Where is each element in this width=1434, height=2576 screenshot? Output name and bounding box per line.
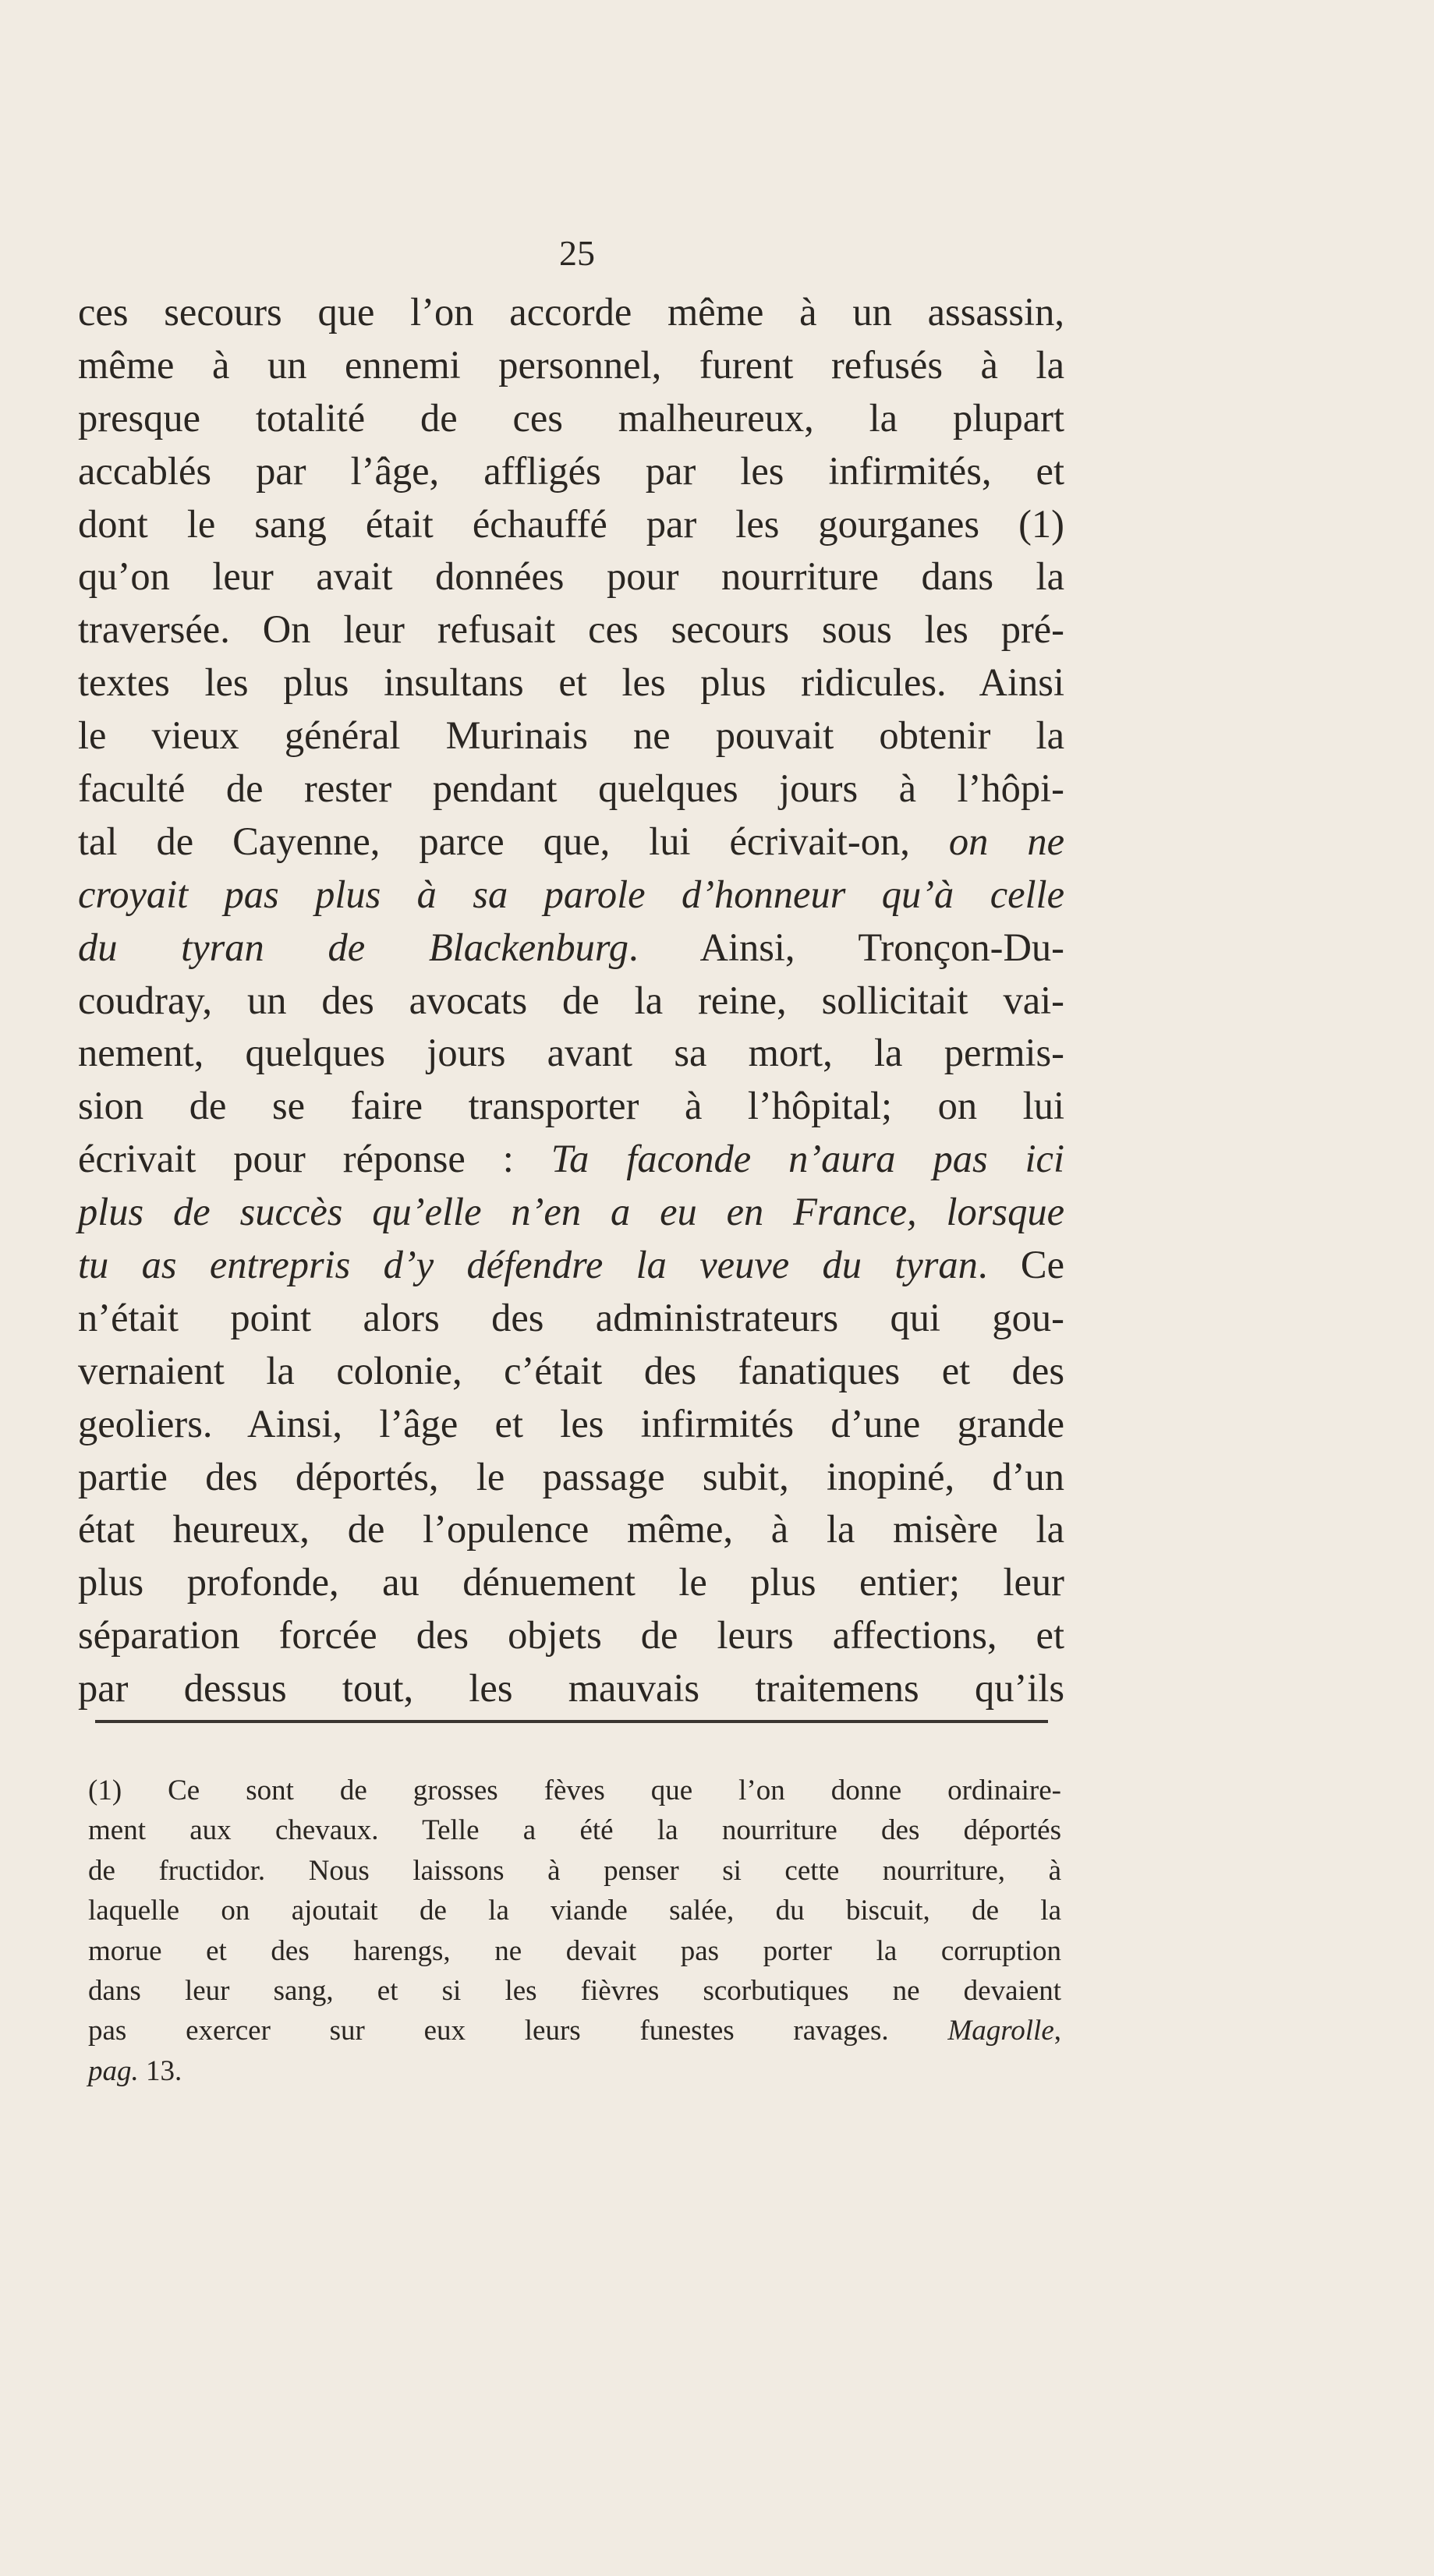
text-line — [78, 1451, 1064, 1504]
text-run: par dessus tout, les mauvais traitemens qu’ils — [78, 1666, 1064, 1711]
text-run: . Ainsi, Tronçon-Du- — [628, 925, 1064, 969]
text-line — [78, 550, 1064, 603]
text-run: 13. — [138, 2054, 182, 2087]
italic-text: pag. — [88, 2054, 139, 2087]
text-run: textes les plus insultans et les plus ridicules. Ainsi — [78, 660, 1064, 705]
text-line — [78, 816, 1064, 869]
text-run: geoliers. Ainsi, l’âge et les infirmités d’une grande — [78, 1401, 1064, 1445]
text-line — [78, 922, 1064, 975]
text-line — [78, 1662, 1064, 1715]
text-run: traversée. On leur refusait ces secours sous les pré- — [78, 607, 1064, 652]
text-line — [78, 1398, 1064, 1451]
text-run: ces secours que l’on accorde même à un assassin, — [78, 290, 1064, 334]
text-run: sion de se faire transporter à l’hôpital; on lui — [78, 1084, 1064, 1128]
italic-text: Magrolle — [947, 2015, 1054, 2047]
footnote-line — [88, 1891, 1061, 1930]
page-number: 25 — [559, 233, 595, 273]
text-run: . Ce — [977, 1243, 1064, 1287]
text-run: (1) Ce sont de grosses fèves que l’on donne ordinaire- — [88, 1775, 1061, 1806]
text-line — [78, 1027, 1064, 1080]
italic-text: tu as entrepris d’y défendre la veuve du tyran — [78, 1243, 978, 1287]
text-line — [78, 656, 1064, 709]
text-run: presque totalité de ces malheureux, la plupart — [78, 395, 1064, 440]
italic-text: Ta faconde n’aura pas ici — [551, 1137, 1064, 1181]
text-run: le vieux général Murinais ne pouvait obtenir la — [78, 713, 1064, 758]
text-run: séparation forcée des objets de leurs affections, et — [78, 1613, 1064, 1658]
text-line — [78, 1345, 1064, 1398]
text-line — [78, 445, 1064, 498]
text-line — [78, 763, 1064, 816]
text-line — [78, 1239, 1064, 1292]
footnote-separator-rule — [95, 1720, 1048, 1723]
text-run: , — [1053, 2015, 1061, 2047]
text-run: morue et des harengs, ne devait pas porter la corruption — [88, 1934, 1061, 1967]
text-run: n’était point alors des administrateurs qui gou- — [78, 1295, 1064, 1339]
text-line — [78, 286, 1064, 339]
text-line — [78, 1133, 1064, 1186]
text-line — [78, 869, 1064, 922]
text-line — [78, 1609, 1064, 1662]
text-line — [78, 339, 1064, 392]
footnote-line — [88, 2011, 1061, 2051]
italic-text: plus de succès qu’elle n’en a eu en France, lorsque — [78, 1190, 1064, 1234]
footnote-line — [88, 1810, 1061, 1850]
italic-text: on ne — [948, 819, 1064, 863]
footnote-line — [88, 1971, 1061, 2011]
text-line — [78, 1292, 1064, 1345]
text-run: pas exercer sur eux leurs funestes ravages. — [88, 2015, 948, 2047]
text-line — [78, 1080, 1064, 1133]
text-run: dont le sang était échauffé par les gourganes (1) — [78, 501, 1064, 546]
text-run: plus profonde, au dénuement le plus entier; leur — [78, 1560, 1064, 1605]
italic-text: croyait pas plus à sa parole d’honneur qu’à celle — [78, 872, 1064, 916]
text-run: de fructidor. Nous laissons à penser si cette nourriture, à — [88, 1854, 1061, 1887]
text-run: écrivait pour réponse : — [78, 1137, 551, 1181]
text-line — [78, 1503, 1064, 1556]
text-run: accablés par l’âge, affligés par les infirmités, et — [78, 448, 1064, 493]
text-run: vernaient la colonie, c’était des fanatiques et des — [78, 1348, 1064, 1392]
footnote-line — [88, 2051, 1061, 2091]
text-line — [78, 1556, 1064, 1609]
italic-text: du tyran de Blackenburg — [78, 925, 628, 969]
footnote-line — [88, 1851, 1061, 1891]
text-run: tal de Cayenne, parce que, lui écrivait-on, — [78, 819, 949, 863]
text-run: qu’on leur avait données pour nourriture dans la — [78, 554, 1064, 599]
footnote-line — [88, 1931, 1061, 1971]
text-run: coudray, un des avocats de la reine, sollicitait vai- — [78, 978, 1064, 1022]
footnote-block — [88, 1771, 1061, 2091]
text-run: état heureux, de l’opulence même, à la misère la — [78, 1507, 1064, 1552]
text-run: laquelle on ajoutait de la viande salée, du biscuit, de la — [88, 1895, 1061, 1927]
text-run: ment aux chevaux. Telle a été la nourriture des déportés — [88, 1814, 1061, 1847]
text-run: partie des déportés, le passage subit, inopiné, d’un — [78, 1454, 1064, 1499]
text-line — [78, 709, 1064, 763]
text-run: faculté de rester pendant quelques jours à l’hôpi- — [78, 766, 1064, 811]
text-line — [78, 1186, 1064, 1239]
text-run: même à un ennemi personnel, furent refusés à la — [78, 342, 1064, 387]
main-text-block — [78, 286, 1064, 1715]
text-line — [78, 498, 1064, 551]
text-line — [78, 603, 1064, 656]
text-line — [78, 392, 1064, 445]
text-run: dans leur sang, et si les fièvres scorbutiques ne devaient — [88, 1974, 1061, 2007]
text-run: nement, quelques jours avant sa mort, la permis- — [78, 1031, 1064, 1075]
footnote-line — [88, 1771, 1061, 1810]
text-line — [78, 975, 1064, 1028]
